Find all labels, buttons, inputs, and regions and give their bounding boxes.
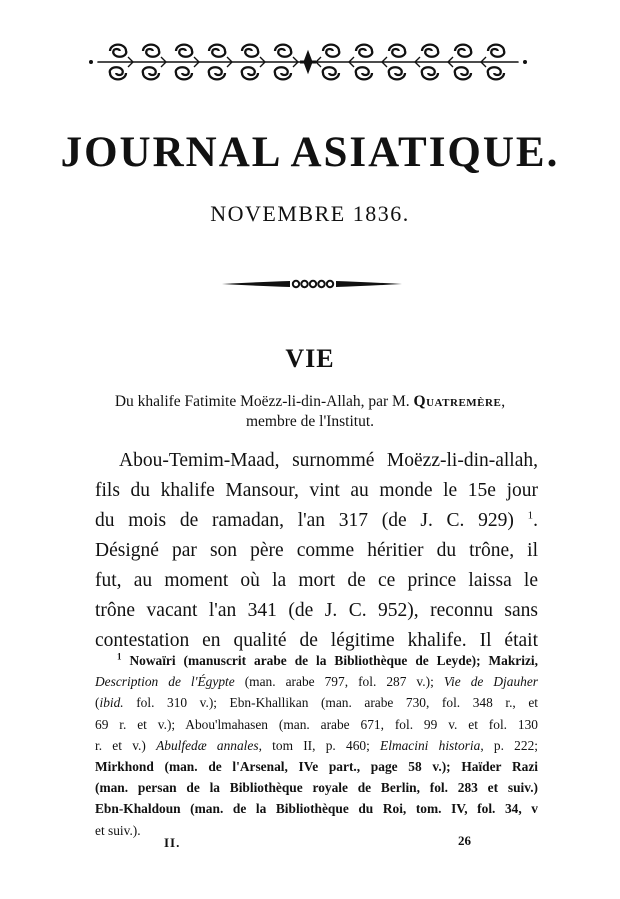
scroll-curl-icon (110, 67, 126, 79)
scroll-curl-icon (356, 45, 372, 57)
footnote-marker: 1 (117, 651, 122, 662)
footnote-line (95, 692, 538, 713)
footnote-line (95, 671, 538, 692)
scroll-curl-icon (242, 45, 258, 57)
body-line-punct: . (533, 510, 539, 531)
scroll-curl-icon (209, 67, 225, 79)
signature-mark: II. (164, 835, 181, 850)
journal-title: JOURNAL ASIATIQUE. (60, 129, 560, 176)
body-line (95, 506, 538, 536)
scroll-curl-icon (176, 67, 192, 79)
body-line: contestation en qualité de légitime khalife. Il était (95, 630, 538, 651)
byline-punct: , (501, 393, 506, 410)
footnote-title: Elmacini historia (380, 737, 481, 753)
footnote-text: Nowaïri (manuscrit arabe de la Bibliothèque de Leyde); Makrizi, (129, 653, 538, 668)
body-line: fut, au moment où la mort de ce prince laissa le (95, 570, 538, 591)
footnote-text: r. et v.) (95, 737, 157, 753)
footnote-title: Vie de Djauher (443, 674, 539, 690)
author-name: Quatremère (413, 393, 502, 410)
footnote-line: Mirkhond (man. de l'Arsenal, IVe part., page 58 v.); Haïder Razi (95, 758, 538, 774)
footnote-line (95, 650, 538, 671)
footnote-text: , p. 222; (480, 737, 538, 753)
issue-date: NOVEMBRE 1836. (210, 201, 410, 226)
footnote (95, 650, 538, 841)
scroll-curl-icon (422, 45, 438, 57)
scroll-curl-icon (389, 67, 405, 79)
scroll-curl-icon (323, 67, 339, 79)
body-line: trône vacant l'an 341 (de J. C. 952), reconnu sans (95, 600, 538, 621)
footnote-punct: ( (95, 695, 100, 711)
article-title: VIE (285, 344, 335, 373)
byline-line-1 (60, 392, 560, 412)
scroll-curl-icon (275, 67, 291, 79)
page-number: 26 (458, 833, 471, 848)
scroll-curl-icon (455, 67, 471, 79)
scroll-curl-icon (323, 45, 339, 57)
scroll-curl-icon (275, 45, 291, 57)
body-paragraph (95, 446, 538, 656)
footnote-text: (man. arabe 797, fol. 287 v.); (234, 674, 444, 690)
footnote-text: fol. 310 v.); Ebn-Khallikan (man. arabe 730, fol. 348 r., et (123, 695, 538, 711)
article-byline (60, 392, 560, 432)
scroll-curl-icon (143, 67, 159, 79)
footnote-line: 69 r. et v.); Abou'lmahasen (man. arabe 671, fol. 99 v. et fol. 130 (95, 716, 538, 732)
body-line-text: du mois de ramadan, l'an 317 (de J. C. 929) (95, 510, 514, 531)
scroll-curl-icon (488, 45, 504, 57)
scroll-curl-icon (242, 67, 258, 79)
byline-line-2: membre de l'Institut. (245, 413, 375, 430)
footnote-line: (man. persan de la Bibliothèque royale de Berlin, fol. 283 et suiv.) (95, 780, 538, 796)
scroll-curl-icon (389, 45, 405, 57)
scroll-vine-ornament-icon (88, 40, 528, 84)
footnote-text: , tom II, p. 460; (258, 737, 381, 753)
footnote-line: Ebn-Khaldoun (man. de la Bibliothèque du Roi, tom. IV, fol. 34, v (95, 801, 538, 817)
footnote-title: ibid. (99, 695, 124, 711)
byline-text: Du khalife Fatimite Moëzz-li-din-Allah, par M. (114, 393, 414, 410)
footnote-reference[interactable]: 1 (527, 509, 534, 522)
scroll-curl-icon (356, 67, 372, 79)
scroll-curl-icon (422, 67, 438, 79)
scroll-curl-icon (143, 45, 159, 57)
footnote-line (95, 735, 538, 756)
footnote-title: Description de l'Égypte (95, 674, 235, 690)
body-line: Abou-Temim-Maad, surnommé Moëzz-li-din-allah, (119, 450, 538, 471)
footnote-title: Abulfedæ annales (156, 737, 259, 753)
scroll-curl-icon (488, 67, 504, 79)
body-line: fils du khalife Mansour, vint au monde le 15e jour (95, 480, 538, 501)
scroll-curl-icon (209, 45, 225, 57)
scroll-curl-icon (455, 45, 471, 57)
scroll-curl-icon (176, 45, 192, 57)
footnote-line: et suiv.). (95, 822, 141, 838)
scroll-curl-icon (110, 45, 126, 57)
beaded-rule-ornament-icon (220, 276, 404, 292)
body-line: Désigné par son père comme héritier du trône, il (95, 540, 538, 561)
